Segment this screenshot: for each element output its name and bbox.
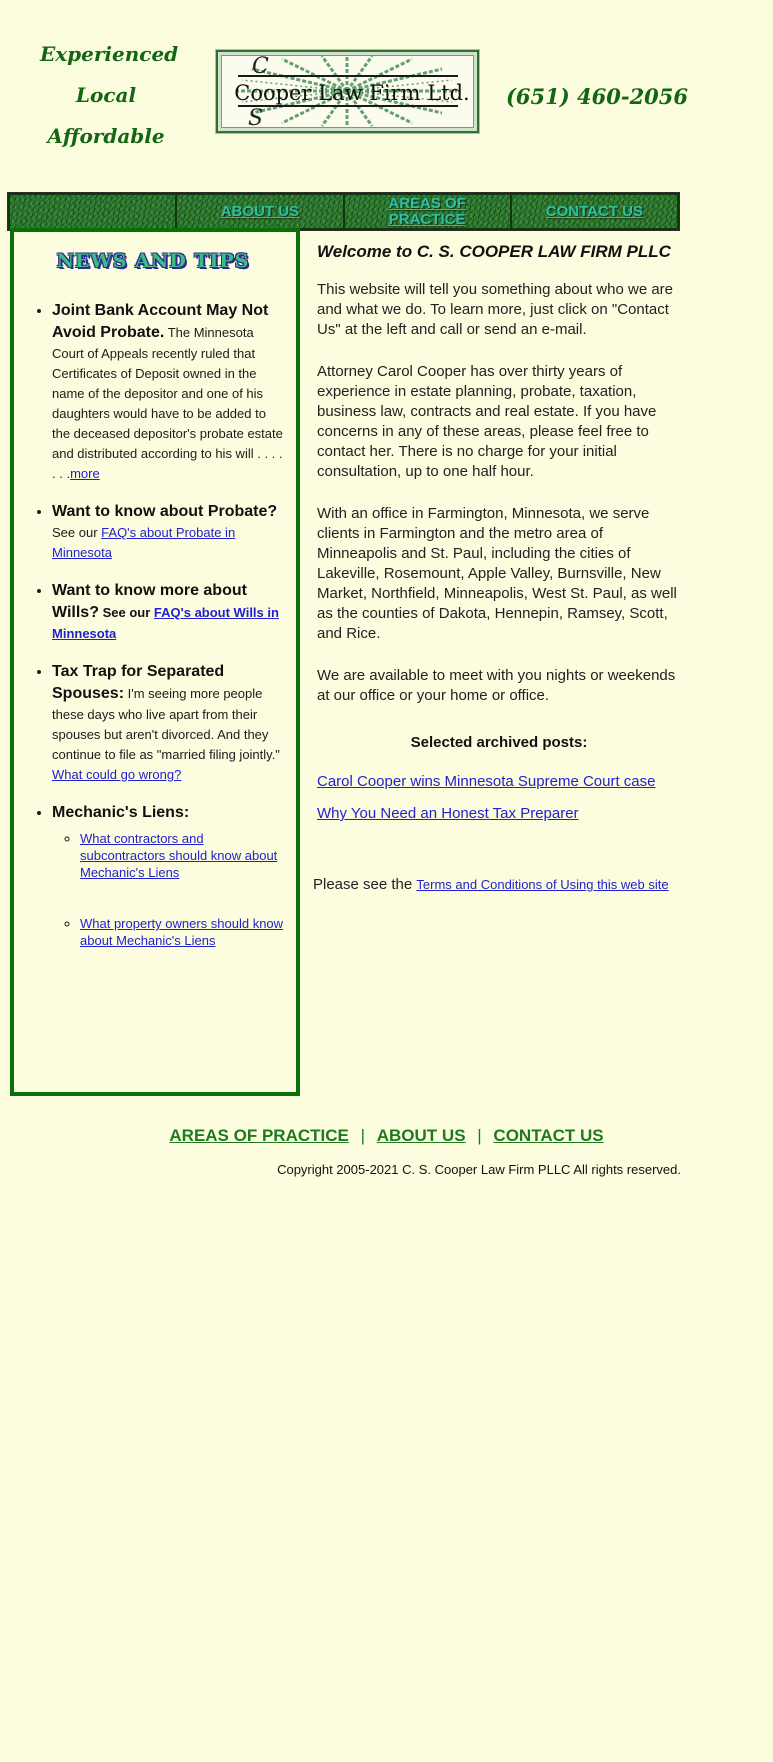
footer-separator: | <box>360 1126 366 1145</box>
faq-wills-link[interactable]: FAQ's about Wills in Minnesota <box>52 605 279 641</box>
attorney-paragraph: Attorney Carol Cooper has over thirty years of experience in estate planning, probate, taxation, business law, contracts and real estate. If you have concerns in any of these areas, please feel free to contact her. There is no charge for your initial consultation, up to one half hour. <box>317 363 657 480</box>
page-title: Welcome to C. S. COOPER LAW FIRM PLLC <box>317 242 671 261</box>
terms-line <box>313 876 669 893</box>
logo-firm-name: Cooper Law Firm Ltd. <box>234 81 470 105</box>
tagline-word-experienced: Experienced <box>40 42 179 66</box>
list-item <box>80 830 286 881</box>
terms-prefix: Please see the <box>313 876 413 893</box>
news-item-text: I'm seeing more people these days who live apart from their spouses but aren't divorced. And they continue to file as "married filing jointly." <box>52 686 280 762</box>
logo-fern-icon <box>218 52 477 131</box>
what-could-go-wrong-link[interactable]: What could go wrong? <box>52 767 182 782</box>
news-item-lead: Want to know about Probate? <box>52 503 278 520</box>
terms-and-conditions-link[interactable]: Terms and Conditions of Using this web site <box>416 877 669 892</box>
news-item-lead: Mechanic's Liens: <box>52 804 190 821</box>
availability-paragraph: We are available to meet with you nights or weekends at our office or your home or office. <box>317 667 676 704</box>
nav-item-areas-of-practice[interactable] <box>345 195 512 228</box>
about-us-link[interactable]: ABOUT US <box>220 203 300 220</box>
mechanics-liens-sublist <box>52 830 286 949</box>
main-nav <box>8 193 679 230</box>
faq-probate-link[interactable]: FAQ's about Probate in Minnesota <box>52 525 236 560</box>
news-item-text: See our <box>52 525 98 540</box>
list-item <box>52 501 286 563</box>
news-item-lead: Want to know more about Wills? <box>52 582 247 621</box>
list-item <box>52 802 286 949</box>
more-link[interactable]: more <box>70 466 100 481</box>
news-item-lead: Joint Bank Account May Not Avoid Probate. <box>52 302 269 341</box>
footer-nav <box>0 1126 773 1146</box>
service-area-paragraph: With an office in Farmington, Minnesota, we serve clients in Farmington and the metro area of Minneapolis and St. Paul, including the cities of Lakeville, Rosemount, Apple Valley, Burnsville, New Market, Northfield, Minneapolis, West St. Paul, as well as the counties of Dakota, Hennepin, Ramsey, Scott, and Rice. <box>317 505 677 642</box>
logo-monogram-s: S <box>248 106 264 131</box>
list-item <box>52 300 286 484</box>
footer-areas-of-practice-link[interactable]: AREAS OF PRACTICE <box>169 1126 349 1145</box>
contact-us-link[interactable]: CONTACT US <box>545 203 643 220</box>
intro-paragraph: This website will tell you something about who we are and what we do. To learn more, just click on "Contact Us" at the left and call or send an e-mail. <box>317 281 674 338</box>
tagline-word-affordable: Affordable <box>47 124 165 148</box>
supreme-court-case-link[interactable]: Carol Cooper wins Minnesota Supreme Court case <box>317 773 656 790</box>
news-and-tips-panel <box>10 228 300 1096</box>
nav-item-contact-us[interactable] <box>512 195 677 228</box>
firm-logo <box>216 50 479 133</box>
footer-about-us-link[interactable]: ABOUT US <box>376 1126 466 1145</box>
phone-number: (651) 460-2056 <box>506 84 689 109</box>
nav-item-about-us[interactable] <box>177 195 344 228</box>
areas-of-practice-link[interactable]: AREAS OF PRACTICE <box>388 194 466 228</box>
logo-monogram-c: C <box>252 54 269 79</box>
news-item-lead: Tax Trap for Separated Spouses: <box>52 663 225 702</box>
news-item-text: The Minnesota Court of Appeals recently ruled that Certificates of Deposit owned in the name of the depositor and one of his daughters would have to be added to the deceased depositor's probate estate and distributed according to his will . . . . . . . <box>52 325 283 481</box>
list-item <box>52 661 286 785</box>
main-content <box>317 242 681 837</box>
honest-tax-preparer-link[interactable]: Why You Need an Honest Tax Preparer <box>317 805 579 822</box>
news-item-text: See our <box>102 605 151 620</box>
firm-tagline <box>40 34 179 157</box>
archived-posts-heading: Selected archived posts: <box>410 734 588 751</box>
list-item <box>52 580 286 644</box>
news-and-tips-title: NEWS AND TIPS <box>56 250 250 272</box>
footer-separator: | <box>477 1126 482 1145</box>
footer-contact-us-link[interactable]: CONTACT US <box>493 1126 604 1145</box>
news-list <box>20 300 286 949</box>
copyright-notice: Copyright 2005-2021 C. S. Cooper Law Firm PLLC All rights reserved. <box>277 1162 681 1177</box>
property-owners-liens-link[interactable]: What property owners should know about Mechanic's Liens <box>80 916 284 948</box>
list-item <box>80 915 286 949</box>
nav-cell-blank <box>10 195 177 228</box>
tagline-word-local: Local <box>75 83 137 107</box>
contractors-liens-link[interactable]: What contractors and subcontractors should know about Mechanic's Liens <box>80 831 278 880</box>
